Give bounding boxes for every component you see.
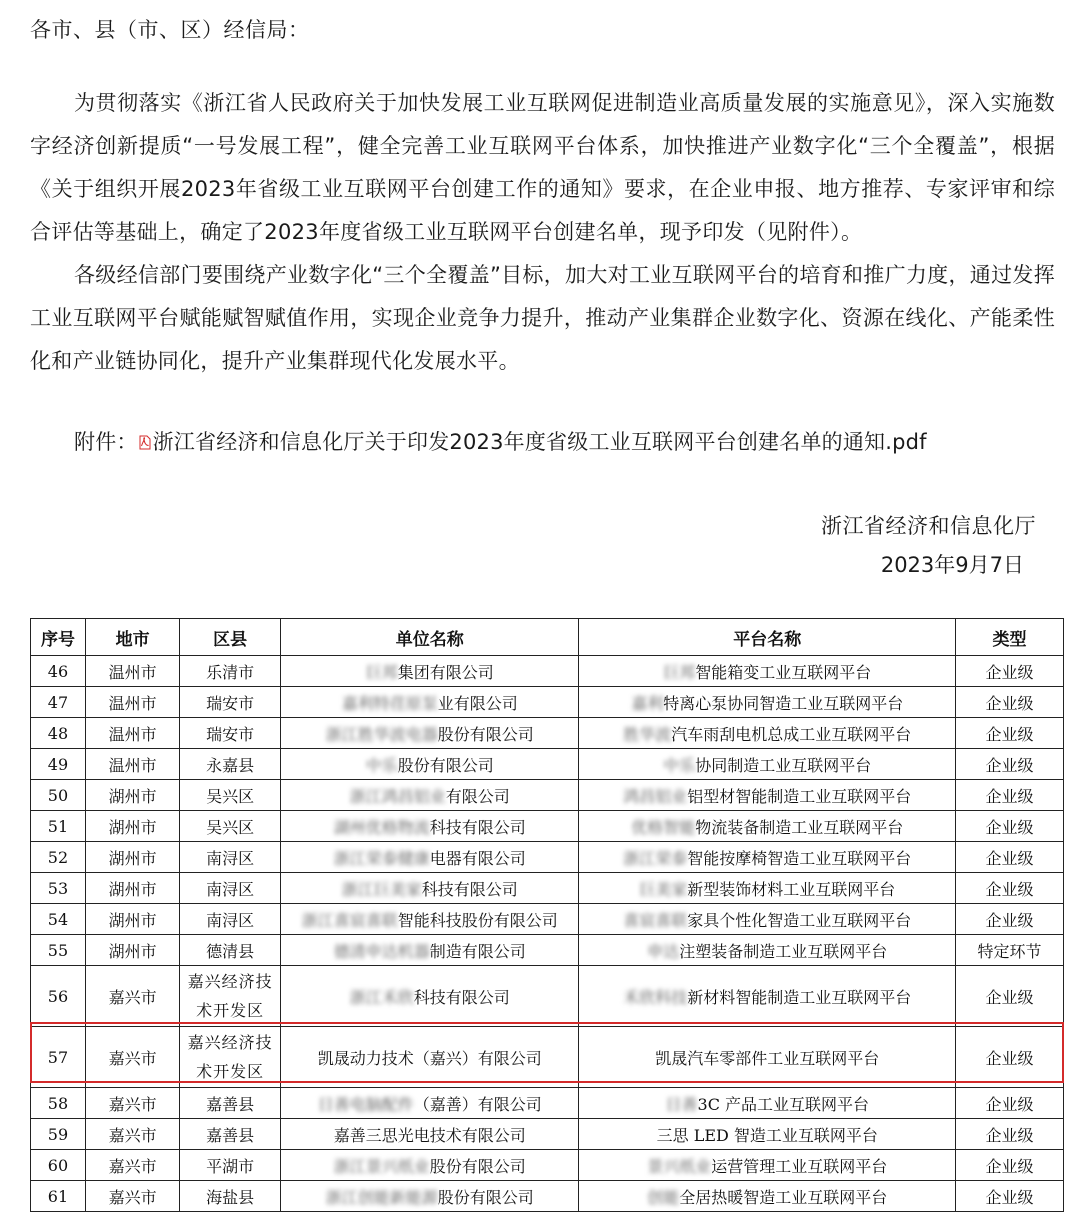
unit-name: 股份有限公司 <box>437 724 534 744</box>
cell-platform <box>579 1181 956 1212</box>
cell-type: 企业级 <box>956 1181 1064 1212</box>
district-name: 嘉兴经济技术开发区 <box>187 972 273 1020</box>
table-row <box>31 1088 1064 1119</box>
table-row <box>31 656 1064 687</box>
cell-unit <box>281 1119 579 1150</box>
redacted-text: 浙江荣泰 <box>623 848 688 868</box>
redacted-text: 嘉利特荏原泵 <box>341 693 438 713</box>
cell-platform <box>579 935 956 966</box>
redacted-text: 创能 <box>647 1187 680 1207</box>
cell-city: 温州市 <box>85 718 179 749</box>
cell-city: 湖州市 <box>85 904 179 935</box>
cell-district: 嘉善县 <box>180 1088 281 1119</box>
cell-platform <box>579 687 956 718</box>
platform-name: 三思 LED 智造工业互联网平台 <box>656 1125 878 1145</box>
cell-type: 企业级 <box>956 749 1064 780</box>
redacted-text: 浙江巨美家 <box>341 879 422 899</box>
cell-platform <box>579 1119 956 1150</box>
cell-no: 46 <box>31 656 86 687</box>
cell-no: 55 <box>31 935 86 966</box>
unit-name: 科技有限公司 <box>429 817 526 837</box>
cell-district: 南浔区 <box>180 873 281 904</box>
redacted-text: 中乐 <box>365 755 398 775</box>
unit-name: 嘉善三思光电技术有限公司 <box>333 1125 526 1145</box>
signature-org: 浙江省经济和信息化厅 <box>821 514 1036 538</box>
redacted-text: 喜宸喜联 <box>623 910 688 930</box>
unit-name: 业有限公司 <box>437 693 518 713</box>
platform-name: 智能箱变工业互联网平台 <box>695 662 872 682</box>
redacted-text: 优格智能 <box>631 817 696 837</box>
platform-name: 新型装饰材料工业互联网平台 <box>687 879 896 899</box>
table-row <box>31 749 1064 780</box>
cell-type: 特定环节 <box>956 935 1064 966</box>
cell-district <box>180 966 281 1027</box>
redacted-text: 巨美家 <box>639 879 688 899</box>
cell-no: 53 <box>31 873 86 904</box>
cell-platform <box>579 1027 956 1088</box>
cell-city: 湖州市 <box>85 842 179 873</box>
cell-no: 56 <box>31 966 86 1027</box>
redacted-text: 浙江景兴纸业 <box>333 1156 430 1176</box>
cell-type: 企业级 <box>956 656 1064 687</box>
cell-district: 平湖市 <box>180 1150 281 1181</box>
cell-city: 嘉兴市 <box>85 1027 179 1088</box>
cell-type: 企业级 <box>956 1119 1064 1150</box>
cell-platform <box>579 966 956 1027</box>
redacted-text: 禾欣科技 <box>623 987 688 1007</box>
cell-unit <box>281 780 579 811</box>
cell-district: 嘉善县 <box>180 1119 281 1150</box>
redacted-text: 日善电脑配件 <box>317 1094 414 1114</box>
cell-no: 61 <box>31 1181 86 1212</box>
cell-city: 嘉兴市 <box>85 966 179 1027</box>
header-platform: 平台名称 <box>579 619 956 656</box>
platform-name: 运营管理工业互联网平台 <box>711 1156 888 1176</box>
cell-unit <box>281 873 579 904</box>
cell-unit <box>281 718 579 749</box>
unit-name: （嘉善）有限公司 <box>413 1094 542 1114</box>
attachment-label: 附件： <box>74 430 138 454</box>
cell-city: 湖州市 <box>85 873 179 904</box>
cell-type: 企业级 <box>956 966 1064 1027</box>
cell-city: 温州市 <box>85 687 179 718</box>
header-district: 区县 <box>180 619 281 656</box>
cell-unit <box>281 935 579 966</box>
cell-platform <box>579 656 956 687</box>
cell-city: 湖州市 <box>85 780 179 811</box>
cell-unit <box>281 687 579 718</box>
cell-platform <box>579 1150 956 1181</box>
platform-name: 汽车雨刮电机总成工业互联网平台 <box>671 724 912 744</box>
attachment-line <box>74 424 927 460</box>
cell-city: 湖州市 <box>85 935 179 966</box>
table-row <box>31 904 1064 935</box>
cell-unit <box>281 1027 579 1088</box>
cell-district: 南浔区 <box>180 842 281 873</box>
cell-no: 48 <box>31 718 86 749</box>
cell-platform <box>579 904 956 935</box>
platform-name: 3C 产品工业互联网平台 <box>697 1094 870 1114</box>
unit-name: 制造有限公司 <box>429 941 526 961</box>
cell-city: 嘉兴市 <box>85 1181 179 1212</box>
redacted-text: 浙江禾欣 <box>349 987 414 1007</box>
cell-type: 企业级 <box>956 687 1064 718</box>
table-row <box>31 718 1064 749</box>
cell-district: 吴兴区 <box>180 780 281 811</box>
redacted-text: 湖州优格物流 <box>333 817 430 837</box>
table-row <box>31 1150 1064 1181</box>
cell-city: 温州市 <box>85 656 179 687</box>
cell-no: 59 <box>31 1119 86 1150</box>
unit-name: 凯晟动力技术（嘉兴）有限公司 <box>317 1048 542 1068</box>
platform-name: 全居热暖智造工业互联网平台 <box>679 1187 888 1207</box>
redacted-text: 日善 <box>665 1094 698 1114</box>
header-city: 地市 <box>85 619 179 656</box>
unit-name: 智能科技股份有限公司 <box>397 910 558 930</box>
table-row <box>31 780 1064 811</box>
table-header-row <box>31 619 1064 656</box>
district-name: 嘉兴经济技术开发区 <box>187 1033 273 1081</box>
cell-no: 60 <box>31 1150 86 1181</box>
platform-name: 凯晟汽车零部件工业互联网平台 <box>655 1048 880 1068</box>
paragraph-2: 各级经信部门要围绕产业数字化“三个全覆盖”目标，加大对工业互联网平台的培育和推广力度，通过发挥工业互联网平台赋能赋智赋值作用，实现企业竞争力提升，推动产业集群企业数字化、资源在线化、产能柔性化和产业链协同化，提升产业集群现代化发展水平。 <box>30 263 1055 373</box>
table-row <box>31 842 1064 873</box>
table-body <box>31 656 1064 1212</box>
cell-no: 54 <box>31 904 86 935</box>
header-type: 类型 <box>956 619 1064 656</box>
cell-type: 企业级 <box>956 842 1064 873</box>
cell-no: 50 <box>31 780 86 811</box>
unit-name: 集团有限公司 <box>397 662 494 682</box>
cell-unit <box>281 811 579 842</box>
cell-platform <box>579 811 956 842</box>
table-row <box>31 966 1064 1027</box>
cell-district: 德清县 <box>180 935 281 966</box>
table-row <box>31 687 1064 718</box>
platform-name: 家具个性化智造工业互联网平台 <box>687 910 912 930</box>
cell-platform <box>579 780 956 811</box>
platform-name: 物流装备制造工业互联网平台 <box>695 817 904 837</box>
cell-unit <box>281 1088 579 1119</box>
cell-no: 47 <box>31 687 86 718</box>
platform-name: 特离心泵协同智造工业互联网平台 <box>663 693 904 713</box>
unit-name: 股份有限公司 <box>437 1187 534 1207</box>
cell-district: 吴兴区 <box>180 811 281 842</box>
platform-name: 协同制造工业互联网平台 <box>695 755 872 775</box>
cell-district: 乐清市 <box>180 656 281 687</box>
platform-name: 智能按摩椅智造工业互联网平台 <box>687 848 912 868</box>
cell-district: 瑞安市 <box>180 687 281 718</box>
cell-district: 南浔区 <box>180 904 281 935</box>
cell-unit <box>281 966 579 1027</box>
redacted-text: 巨邦 <box>663 662 696 682</box>
cell-unit <box>281 656 579 687</box>
cell-platform <box>579 718 956 749</box>
redacted-text: 景兴纸业 <box>647 1156 712 1176</box>
cell-unit <box>281 1150 579 1181</box>
cell-type: 企业级 <box>956 1088 1064 1119</box>
unit-name: 股份有限公司 <box>397 755 494 775</box>
redacted-text: 鸿昌铝业 <box>623 786 688 806</box>
cell-no: 52 <box>31 842 86 873</box>
cell-unit <box>281 749 579 780</box>
cell-city: 嘉兴市 <box>85 1088 179 1119</box>
cell-type: 企业级 <box>956 780 1064 811</box>
redacted-text: 浙江荣泰健康 <box>333 848 430 868</box>
redacted-text: 中乐 <box>663 755 696 775</box>
cell-city: 温州市 <box>85 749 179 780</box>
redacted-text: 浙江胜华波电器 <box>325 724 438 744</box>
unit-name: 有限公司 <box>445 786 510 806</box>
header-no: 序号 <box>31 619 86 656</box>
cell-district: 海盐县 <box>180 1181 281 1212</box>
redacted-text: 胜华波 <box>623 724 672 744</box>
attachment-file-link[interactable]: 浙江省经济和信息化厅关于印发2023年度省级工业互联网平台创建名单的通知.pdf <box>152 430 927 454</box>
cell-platform <box>579 842 956 873</box>
cell-no: 51 <box>31 811 86 842</box>
pdf-icon[interactable] <box>138 425 151 440</box>
platform-name: 注塑装备制造工业互联网平台 <box>679 941 888 961</box>
cell-city: 嘉兴市 <box>85 1119 179 1150</box>
table-row <box>31 935 1064 966</box>
salutation: 各市、县（市、区）经信局： <box>30 18 310 42</box>
cell-no: 58 <box>31 1088 86 1119</box>
redacted-text: 浙江创能新能源 <box>325 1187 438 1207</box>
table-row <box>31 1027 1064 1088</box>
cell-no: 57 <box>31 1027 86 1088</box>
table-row <box>31 873 1064 904</box>
cell-type: 企业级 <box>956 873 1064 904</box>
cell-platform <box>579 749 956 780</box>
paragraph-1: 为贯彻落实《浙江省人民政府关于加快发展工业互联网促进制造业高质量发展的实施意见》，深入实施数字经济创新提质“一号发展工程”，健全完善工业互联网平台体系，加快推进产业数字化“三个全覆盖”，根据《关于组织开展2023年省级工业互联网平台创建工作的通知》要求，在企业申报、地方推荐、专家评审和综合评估等基础上，确定了2023年度省级工业互联网平台创建名单，现予印发（见附件）。 <box>30 91 1055 244</box>
signature-date: 2023年9月7日 <box>880 553 1024 577</box>
unit-name: 股份有限公司 <box>429 1156 526 1176</box>
redacted-text: 德清申达机器 <box>333 941 430 961</box>
cell-platform <box>579 1088 956 1119</box>
platform-name: 铝型材智能制造工业互联网平台 <box>687 786 912 806</box>
cell-type: 企业级 <box>956 811 1064 842</box>
cell-district: 瑞安市 <box>180 718 281 749</box>
redacted-text: 浙江鸿昌铝业 <box>349 786 446 806</box>
cell-platform <box>579 873 956 904</box>
redacted-text: 巨邦 <box>365 662 398 682</box>
cell-type: 企业级 <box>956 718 1064 749</box>
redacted-text: 浙江喜宸喜联 <box>301 910 398 930</box>
table-row <box>31 1181 1064 1212</box>
unit-name: 科技有限公司 <box>421 879 518 899</box>
cell-city: 嘉兴市 <box>85 1150 179 1181</box>
cell-no: 49 <box>31 749 86 780</box>
cell-city: 湖州市 <box>85 811 179 842</box>
cell-type: 企业级 <box>956 1150 1064 1181</box>
redacted-text: 申达 <box>647 941 680 961</box>
cell-unit <box>281 1181 579 1212</box>
unit-name: 电器有限公司 <box>429 848 526 868</box>
table-row <box>31 811 1064 842</box>
unit-name: 科技有限公司 <box>413 987 510 1007</box>
cell-district: 永嘉县 <box>180 749 281 780</box>
cell-unit <box>281 842 579 873</box>
table-row <box>31 1119 1064 1150</box>
cell-type: 企业级 <box>956 1027 1064 1088</box>
redacted-text: 嘉利 <box>631 693 664 713</box>
cell-unit <box>281 904 579 935</box>
platform-name: 新材料智能制造工业互联网平台 <box>687 987 912 1007</box>
header-unit: 单位名称 <box>281 619 579 656</box>
platform-list-table <box>30 618 1064 1212</box>
cell-type: 企业级 <box>956 904 1064 935</box>
cell-district <box>180 1027 281 1088</box>
